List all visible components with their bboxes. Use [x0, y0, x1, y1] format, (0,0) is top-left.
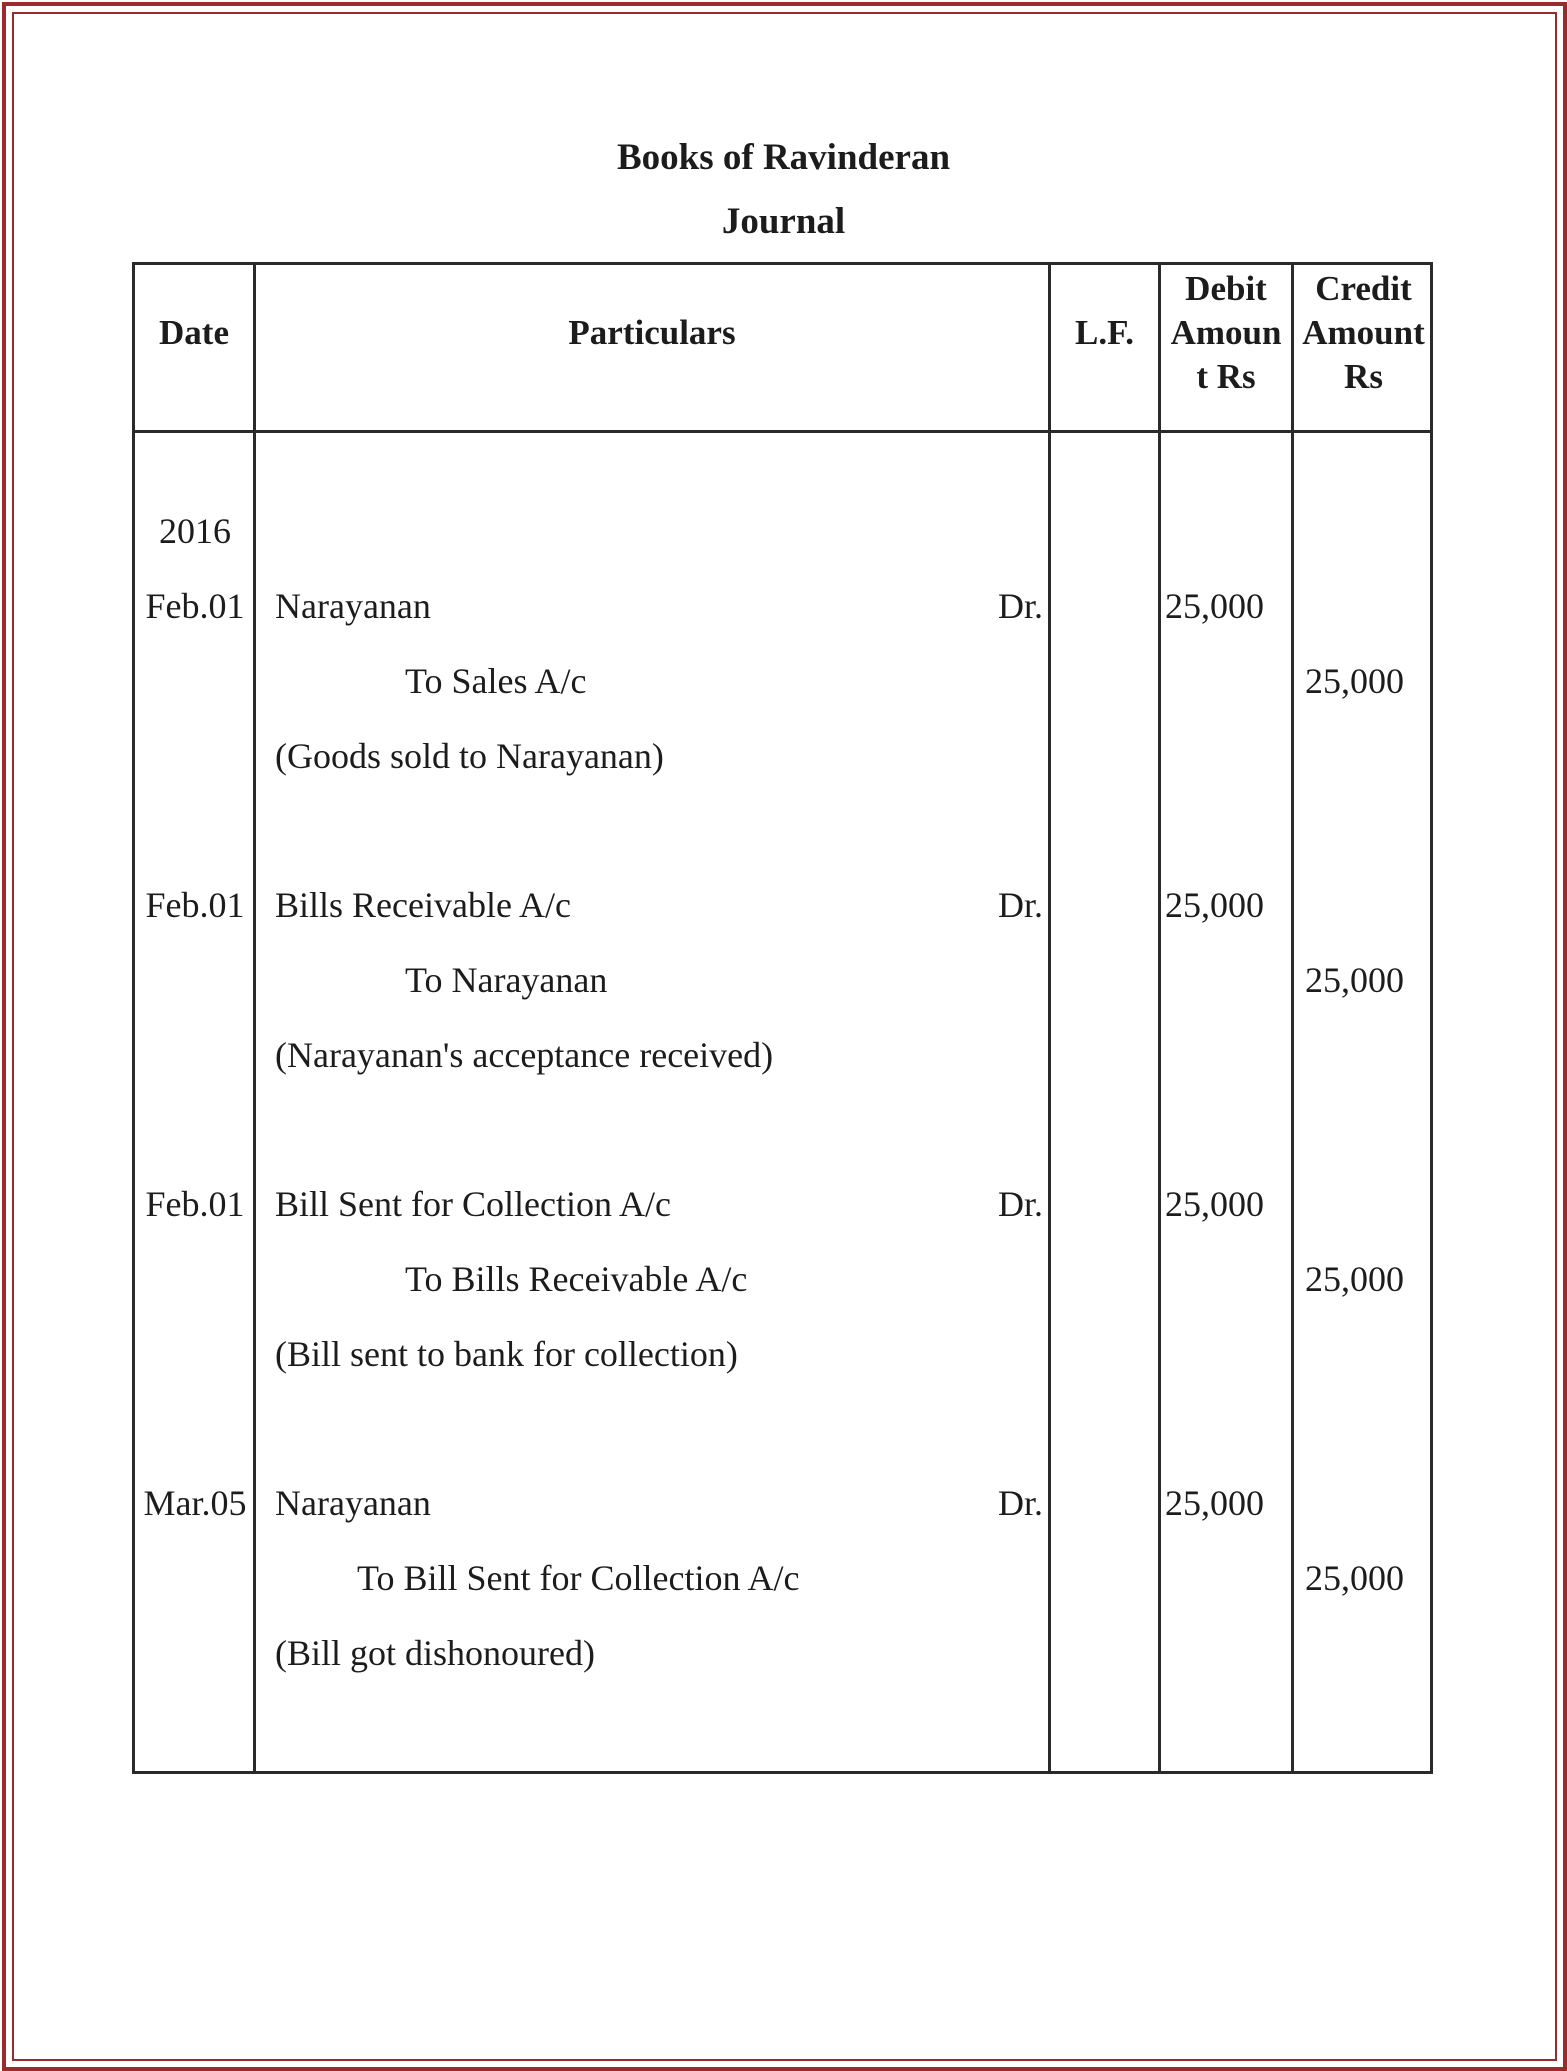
header-date: Date: [159, 313, 229, 352]
header-debit: [1161, 267, 1291, 399]
credit-amount: 25,000: [1305, 1558, 1404, 1598]
narration: (Goods sold to Narayanan): [275, 736, 664, 776]
debit-account: Bills Receivable A/c: [275, 885, 571, 925]
credit-amount: 25,000: [1305, 960, 1404, 1000]
dr-label: Dr.: [998, 1184, 1043, 1224]
credit-account: To Narayanan: [405, 960, 608, 1000]
column-divider: [1158, 265, 1161, 1771]
book-title: Books of Ravinderan: [616, 137, 951, 178]
header-credit: [1294, 267, 1433, 399]
debit-amount: 25,000: [1165, 1483, 1264, 1523]
entry-date: Feb.01: [145, 586, 245, 626]
debit-account: Bill Sent for Collection A/c: [275, 1184, 671, 1224]
debit-amount: 25,000: [1165, 586, 1264, 626]
journal-table: [132, 262, 1433, 1774]
narration: (Narayanan's acceptance received): [275, 1035, 774, 1075]
column-divider: [253, 265, 256, 1771]
debit-account: Narayanan: [275, 586, 431, 626]
narration: (Bill got dishonoured): [275, 1633, 595, 1673]
credit-account: To Bills Receivable A/c: [405, 1259, 748, 1299]
column-divider: [1291, 265, 1294, 1771]
header-credit-line1: Credit: [1315, 269, 1412, 308]
header-debit-line3: t Rs: [1196, 357, 1256, 396]
column-divider: [1048, 265, 1051, 1771]
header-lf: L.F.: [1074, 313, 1134, 352]
entry-date: Feb.01: [145, 885, 245, 925]
dr-label: Dr.: [998, 1483, 1043, 1523]
credit-amount: 25,000: [1305, 1259, 1404, 1299]
dr-label: Dr.: [998, 885, 1043, 925]
entry-date: Feb.01: [145, 1184, 245, 1224]
narration: (Bill sent to bank for collection): [275, 1334, 738, 1374]
dr-label: Dr.: [998, 586, 1043, 626]
header-debit-line2: Amoun: [1170, 313, 1282, 352]
header-particulars: Particulars: [568, 313, 736, 352]
header-divider: [135, 430, 1430, 433]
year-label: 2016: [159, 511, 231, 551]
entry-date: Mar.05: [143, 1483, 247, 1523]
header-credit-line3: Rs: [1344, 357, 1383, 396]
debit-account: Narayanan: [275, 1483, 431, 1523]
credit-amount: 25,000: [1305, 661, 1404, 701]
journal-title: Journal: [721, 201, 846, 242]
credit-account: To Sales A/c: [405, 661, 587, 701]
debit-amount: 25,000: [1165, 885, 1264, 925]
credit-account: To Bill Sent for Collection A/c: [357, 1558, 800, 1598]
header-credit-line2: Amount: [1302, 313, 1425, 352]
debit-amount: 25,000: [1165, 1184, 1264, 1224]
header-debit-line1: Debit: [1185, 269, 1267, 308]
